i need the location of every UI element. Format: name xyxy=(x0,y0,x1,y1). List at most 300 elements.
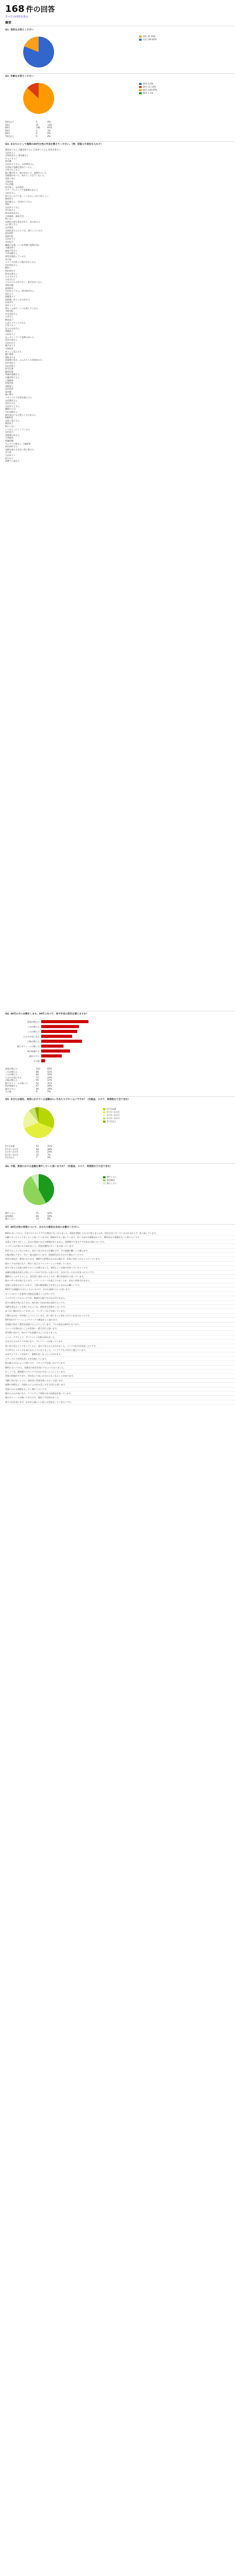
response-item: インナーケアとして、サプリメントを飲み始めました。 xyxy=(5,1335,235,1340)
response-item: 40代でも綺麗な人はたくさんいるので、自分も頑張りたいと思います。 xyxy=(5,1287,235,1292)
table-cell: 50% xyxy=(47,1073,52,1076)
bar xyxy=(41,1049,70,1053)
table-cell: 5千円未満 xyxy=(5,1145,15,1147)
response-item: ほっそりしていて姿勢の良い人 xyxy=(5,335,34,338)
response-item: 知り合いのママ友。いつもおしゃれで若々しい xyxy=(5,194,48,197)
response-item: 清潔感のある、ふんわりした雰囲気の人 xyxy=(5,359,42,362)
table-cell: 20代以下 xyxy=(5,121,14,123)
table-cell: 110 xyxy=(36,1067,40,1070)
bar-label: 白髪が増えた xyxy=(27,1040,40,1043)
response-item: ほうれい線が目立ってきました。マッサージなどを試しています。 xyxy=(5,1309,235,1313)
response-item: 髪のボリュームが減ってきたので、頭皮ケアを始めました。 xyxy=(5,1396,235,1400)
response-item: エステに行ってみたいですが、勧誘が心配でなかなか行けません。 xyxy=(5,1296,235,1300)
response-item: 美容にかける時間をもう少し増やしたいです。 xyxy=(5,1387,235,1392)
response-item: しわやたるみが少なく、肌がきれいな人 xyxy=(5,281,42,284)
response-item: 松嶋菜々子 xyxy=(5,295,15,298)
table-cell: 50代 xyxy=(5,129,10,132)
table-cell: 0% xyxy=(47,121,51,123)
response-item: 年齢に合ったメイクをしたいと思っていますが、情報が少なく困っています。若い人向けの情報ばかりで、40代向けの情報をもっと知りたいです。 xyxy=(5,1235,235,1240)
table-cell: 現状維持 xyxy=(5,1214,13,1217)
response-item: 井川遥さん xyxy=(5,209,15,212)
legend-swatch xyxy=(103,1182,106,1184)
divider xyxy=(5,141,235,142)
legend-label: 5千円未満 xyxy=(107,1108,116,1110)
divider xyxy=(5,1096,235,1097)
response-item: シミやしわが気になり始めました。美容皮膚科に行くべきか迷っています。 xyxy=(5,1244,235,1248)
table-cell: 71 xyxy=(36,1212,39,1214)
legend-item xyxy=(103,1120,119,1123)
question-title xyxy=(5,1226,232,1229)
response-item: 上品でナチュラルな人 xyxy=(5,321,26,324)
response-item: 吉瀬美智子さん xyxy=(5,376,20,379)
response-item: 工藤静香 xyxy=(5,379,13,382)
table-cell: 72 xyxy=(36,1076,39,1079)
legend-swatch xyxy=(103,1108,106,1110)
bar xyxy=(41,1055,62,1058)
legend-pct: 0% xyxy=(150,82,153,85)
response-item: 米倉涼子 xyxy=(5,301,13,304)
table-cell: 40% xyxy=(47,1084,52,1087)
response-item: 水野美紀 xyxy=(5,310,13,313)
q3-title: Q3. あなたにとって理想の40代女性の外見を教えてください。（例：芸能人や身近な人など） xyxy=(5,143,103,146)
response-item: 鈴木保奈美さん xyxy=(5,212,20,215)
legend-swatch xyxy=(139,39,142,41)
table-cell: 2万円〜3万円 xyxy=(5,1153,19,1156)
response-item: キョンキョン xyxy=(5,157,18,160)
response-item: 森口博子 xyxy=(5,393,13,396)
table-cell: その他 xyxy=(5,1090,11,1093)
response-item: 紺野まひる xyxy=(5,355,15,359)
table-cell: 髪のボリュームが減った xyxy=(5,1081,28,1084)
table-cell: 体重が増えた xyxy=(5,1067,18,1070)
legend-count: 1 xyxy=(148,92,149,94)
response-item: 年相応の落ち着きがあり、品のある人 xyxy=(5,220,40,223)
response-item: 小泉今日子さん xyxy=(5,168,20,172)
response-item: 日焼け止めは一年中使うようにしています。若い頃にもっと気をつけていればよかったです。 xyxy=(5,1314,235,1318)
response-item: 毛穴の開きが気になります。何か良い方法があれば知りたいです。 xyxy=(5,1301,235,1305)
legend-swatch xyxy=(103,1121,106,1123)
table-cell: 48 xyxy=(36,1087,39,1090)
legend-swatch xyxy=(103,1179,106,1181)
legend-item xyxy=(139,92,157,95)
legend-label: 減らしたい xyxy=(107,1182,117,1184)
response-item: 職場の先輩。いつも笑顔で姿勢が良い xyxy=(5,243,40,246)
response-item: 天海祐希さんのような、凛としている人 xyxy=(5,229,42,232)
response-item: 近所の奥さん xyxy=(5,338,18,342)
legend-label: 1万円〜2万円 xyxy=(107,1114,120,1116)
response-item: 中谷美紀さん xyxy=(5,312,18,315)
table-cell: 5千円〜1万円 xyxy=(5,1147,19,1150)
response-item: 清楚で上品な人 xyxy=(5,460,20,463)
legend-label: 20代 xyxy=(143,82,148,85)
response-item: 白髪が増えてきて、月に一度は染めています。美容院代がかさむので悩みどころです。 xyxy=(5,1253,235,1257)
q5-pie-chart xyxy=(21,1105,57,1141)
response-count: 168 xyxy=(5,4,25,14)
response-item: 君島十和子さん xyxy=(5,419,20,422)
legend-label: 30代 xyxy=(143,86,148,88)
table-cell: 白髪が増えた xyxy=(5,1079,18,1081)
response-item: 石田ゆり子 xyxy=(5,453,15,456)
table-cell: 146 xyxy=(36,126,40,129)
response-item: 睡眠をしっかりとること、食生活に気をつけることが一番の美容法だと思っています。 xyxy=(5,1275,235,1279)
q1-title: Q1. 性別をお答えください xyxy=(5,29,34,31)
table-cell: 増やしたい xyxy=(5,1212,15,1214)
bar-label: 髪のボリュームが減った xyxy=(17,1045,40,1048)
divider xyxy=(5,73,235,74)
response-item: 小泉今日子 xyxy=(5,278,15,281)
q4-title: Q4. 40代の方にお聞きします。30代と比べて、体や外見の変化を感じますか？ xyxy=(5,1013,89,1015)
response-item: 石田ゆり子さん xyxy=(5,404,20,408)
response-item: 黒木瞳さん、石田ゆり子さん xyxy=(5,200,32,203)
response-item: 鈴木京香 xyxy=(5,367,13,370)
bar xyxy=(41,1059,45,1062)
response-item: 清潔感があって、若作りしすぎていない人 xyxy=(5,174,44,177)
table-cell: 52 xyxy=(36,1145,39,1147)
legend-count: 32 xyxy=(147,35,150,38)
question-title xyxy=(5,1013,232,1016)
legend-item xyxy=(103,1182,117,1185)
legend-swatch xyxy=(103,1111,106,1113)
q7-title: Q7. 40代女性の美容について、あなたの意見を自由にお書きください。 xyxy=(5,1226,81,1229)
response-item: 若々しく見える人 xyxy=(5,350,22,353)
response-item: 山口智子さん xyxy=(5,223,18,226)
legend-swatch xyxy=(139,92,142,94)
response-item: 松たか子 xyxy=(5,456,13,460)
response-count-unit: 件の回答 xyxy=(26,6,55,14)
table-cell: 1 xyxy=(36,129,38,132)
legend-label: 男性 xyxy=(143,35,147,38)
response-item: 檀れい xyxy=(5,266,11,269)
bar-label: 体重が増えた xyxy=(27,1021,40,1023)
response-item: 高価な化粧品を使えば良いというわけではないと思うので、自分に合ったものを見つけたいです。 xyxy=(5,1270,235,1275)
response-item: ネットの口コミを参考に化粧品を選ぶことが多いです。 xyxy=(5,1292,235,1296)
legend-pct: 87% xyxy=(152,89,158,91)
table-cell: 31% xyxy=(47,1145,52,1147)
view-all-responses-link[interactable]: すべての回答を表示 xyxy=(5,15,28,19)
legend-label: 現状維持 xyxy=(107,1179,115,1181)
response-item: 天海祐希 xyxy=(5,347,13,350)
q6-pie-chart xyxy=(21,1172,57,1208)
table-cell: 7 xyxy=(36,1156,38,1159)
bar xyxy=(41,1040,82,1043)
legend-swatch xyxy=(139,89,142,91)
response-item: 菅野美穂 xyxy=(5,283,13,286)
q2-title: Q2. 年齢をお答えください xyxy=(5,75,34,78)
legend-swatch xyxy=(139,86,142,88)
table-cell: 88 xyxy=(36,1070,39,1073)
response-item: 年齢を重ねることを楽しめるような、前向きな美容をしたいです。 xyxy=(5,1305,235,1309)
table-cell: 31% xyxy=(47,1081,52,1084)
response-item: ナチュラルで自然な美しさを目指しています。 xyxy=(5,1357,235,1361)
response-item: 石田ゆり子 xyxy=(5,151,15,154)
response-item: 周りの目を気にせず、自分が心地よいと思える美容をしていきたいです。 xyxy=(5,1400,235,1404)
table-cell: 1万円〜2万円 xyxy=(5,1150,19,1153)
response-item: 40代になってから、化粧品の成分を気にするようになりました。 xyxy=(5,1366,235,1370)
response-item: 目元のたるみやクマが気になり、アイクリームを使っています。 xyxy=(5,1340,235,1344)
q1-legend xyxy=(139,35,157,41)
response-item: 安田成美 xyxy=(5,387,13,391)
response-item: 更年期に向けて、体のケアも意識するようになりました。 xyxy=(5,1331,235,1335)
question-title xyxy=(5,29,232,32)
q6-legend xyxy=(103,1176,117,1185)
response-item: 肌のくすみが気になり、明るく見えるファンデーションを探しています。 xyxy=(5,1262,235,1266)
table-cell: 38% xyxy=(47,1147,52,1150)
table-cell: 87% xyxy=(47,126,52,129)
response-item: 友人のお母さん xyxy=(5,327,20,330)
table-cell: 64 xyxy=(36,1147,39,1150)
bar xyxy=(41,1045,63,1048)
response-item: 職場の上司 xyxy=(5,408,15,411)
bar xyxy=(41,1035,72,1038)
response-item: 顔のたるみが気になり、リフトアップ効果のある化粧品を使っています。 xyxy=(5,1392,235,1396)
table-cell: 52 xyxy=(36,1081,39,1084)
table-cell: 0 xyxy=(36,134,38,138)
response-item: 宮沢りえ xyxy=(5,292,13,295)
table-cell: 疲れやすい xyxy=(5,1087,15,1090)
bar-label: その他 xyxy=(33,1060,40,1062)
response-item: 年齢を感じさせない肌と髪の人 xyxy=(5,448,34,451)
bar-label: 疲れやすい xyxy=(29,1055,40,1058)
response-item: 特になし xyxy=(5,217,13,221)
bar xyxy=(41,1020,89,1023)
response-item: 仕事と子育てで忙しく、自分の美容にかける時間がありません。短時間でできるケアがあれば知りたいです。 xyxy=(5,1240,235,1244)
response-item: 美容にお金をかけたいけれど、子供の教育費などを考えるとなかなか難しいです。 xyxy=(5,1283,235,1287)
response-item: 姿勢や表情など、内面からにじみ出る美しさも大切だと思います。 xyxy=(5,1383,235,1387)
response-item: キムタクの奥さん 工藤静香 xyxy=(5,442,31,445)
response-item: 篠原涼子 xyxy=(5,197,13,200)
legend-count: 146 xyxy=(148,89,152,91)
response-item: 西田ひかる xyxy=(5,402,15,405)
response-item: 君島十和子 xyxy=(5,177,15,180)
response-item: 伊東美咲 xyxy=(5,382,13,385)
response-item: 小林麻耶、森高千里 xyxy=(5,214,24,217)
response-item: ナチュラルで自然な感じの人 xyxy=(5,396,32,399)
legend-label: 2万円〜3万円 xyxy=(107,1117,120,1120)
table-cell: 65% xyxy=(47,1067,52,1070)
response-item: 美容の情報が多すぎて、何を信じて良いか分からなくなることがあります。 xyxy=(5,1374,235,1378)
response-item: 今井美樹さん xyxy=(5,252,18,255)
response-item: 瀬戸朝香 xyxy=(5,353,13,356)
response-item: 江角マキコ xyxy=(5,324,15,327)
response-item: ヨガやピラティスを始めて、姿勢が良くなったと言われます。 xyxy=(5,1352,235,1357)
table-row xyxy=(5,135,57,138)
table-row xyxy=(5,1214,57,1221)
response-item: 天海祐希さん 黒木瞳さん xyxy=(5,154,29,157)
table-cell: 43% xyxy=(47,1076,52,1079)
table-cell: たるみが気になる xyxy=(5,1076,22,1079)
tab-summary[interactable]: 概要 xyxy=(5,21,12,25)
q6-title: Q6. 今後、美容にかける金額を増やしたいと思いますか？（化粧品、エステ、美容院などの全て含む） xyxy=(5,1165,112,1168)
response-item: 観月ありさ xyxy=(5,344,15,347)
q5-legend xyxy=(103,1108,119,1123)
table-cell: 0 xyxy=(36,132,38,134)
response-item: 小林聡美 xyxy=(5,436,13,439)
legend-pct: 81% xyxy=(152,38,157,41)
legend-swatch xyxy=(103,1117,106,1120)
bar-label: 肌が乾燥する xyxy=(27,1050,40,1053)
legend-label: 5千円〜1万円 xyxy=(107,1111,120,1113)
response-item: 笑顔が素敵な人 xyxy=(5,373,20,376)
response-count-header xyxy=(5,4,55,14)
table-cell: 33 xyxy=(36,1150,39,1153)
table-cell: 4% xyxy=(47,1156,51,1159)
table-cell: 29% xyxy=(47,1087,52,1090)
response-item: 井川遥 xyxy=(5,258,11,261)
response-item: 吉瀬美智子 xyxy=(5,246,15,249)
table-cell: 8% xyxy=(47,1217,51,1220)
table-cell: 肌が乾燥する xyxy=(5,1084,18,1087)
table-cell: 40代 xyxy=(5,126,10,129)
q5-title: Q5. あなたは現在、美容にかけている金額は1ヶ月あたりどのくらいですか？（化粧品、エステ、美容院など全て含む） xyxy=(5,1098,130,1101)
response-item: 井川遥 xyxy=(5,451,11,454)
table-cell: 13 xyxy=(36,1217,39,1220)
response-item: 若作りはしたくないけれど、老けて見られるのも嫌なので、その加減が難しいと感じます。 xyxy=(5,1249,235,1253)
table-cell: 21 xyxy=(36,123,39,126)
response-item: 石田ゆり子さん、原田知世さん xyxy=(5,290,35,293)
response-item: 田中美佐子 xyxy=(5,361,15,364)
response-item: 周りの友人と美容の話をすることが増えました。皆同じような悩みを持っているようです。 xyxy=(5,1266,235,1270)
table-cell: 20% xyxy=(47,1150,52,1153)
response-item: 常盤貴子 xyxy=(5,330,13,333)
legend-swatch xyxy=(103,1176,106,1178)
response-item: ともさかりえ xyxy=(5,275,18,278)
divider xyxy=(5,1163,235,1164)
response-item: 深津絵里 xyxy=(5,286,13,290)
q3-response-list xyxy=(5,148,232,463)
response-item: 森高千里さん xyxy=(5,249,18,252)
response-item: 明るく元気で、いつも楽しそうな人 xyxy=(5,307,38,310)
table-cell: 3万円以上 xyxy=(5,1156,15,1159)
response-item: 原田知世さん xyxy=(5,445,18,448)
response-item: 若い頃と同じメイクをしていると、老けて見えると言われました。メイクの仕方を見直したいです。 xyxy=(5,1344,235,1348)
response-item: 木村佳乃 xyxy=(5,241,13,243)
response-item: 中山美穂 xyxy=(5,183,13,186)
table-cell: 57% xyxy=(47,1079,52,1081)
response-item: 石田ゆり子さん xyxy=(5,206,20,209)
table-cell: 60代 xyxy=(5,132,10,134)
legend-label: 50代 xyxy=(143,92,148,94)
response-item: 天海祐希 xyxy=(5,180,13,183)
q7-response-list xyxy=(5,1231,235,1404)
response-item: 内田有紀さん xyxy=(5,263,18,266)
legend-swatch xyxy=(139,83,142,85)
table-cell: 減らしたい xyxy=(5,1217,15,1220)
legend-swatch xyxy=(139,36,142,38)
table-cell: 95 xyxy=(36,1079,39,1081)
response-item: 永作博美 xyxy=(5,226,13,229)
question-title xyxy=(5,1098,232,1101)
response-item: 黒木瞳 xyxy=(5,390,11,393)
legend-label: 3万円以上 xyxy=(107,1120,116,1123)
table-cell: 0% xyxy=(47,134,51,138)
table-cell: 30代 xyxy=(5,123,10,126)
response-item: 40代になってから、今までのスキンケアでは物足りなくなりました。保湿を重視したものに変えましたが、何が自分に合っているのか分からず、色々試しています。 xyxy=(5,1231,235,1235)
response-item: 黒木瞳 xyxy=(5,160,11,163)
response-item: 木村佳乃 xyxy=(5,431,13,434)
response-item: 歳を重ねても可愛らしさのある人 xyxy=(5,413,36,416)
q5-summary-table xyxy=(5,1145,57,1159)
response-item: 原田知世 xyxy=(5,232,13,235)
q4-summary-table xyxy=(5,1067,57,1093)
bar xyxy=(41,1030,77,1033)
legend-pct: 1% xyxy=(150,92,153,94)
legend-count: 21 xyxy=(148,86,151,88)
question-title xyxy=(5,143,232,146)
response-item: 体型を維持している人 xyxy=(5,255,26,258)
bar-label: しわが増えた xyxy=(27,1025,40,1028)
legend-label: 40代 xyxy=(143,89,148,91)
response-item: 吉田羊さん xyxy=(5,191,15,194)
q2-pie-chart xyxy=(21,80,57,116)
response-item: 体型の変化が一番気になります。運動する時間もなかなか取れず、食事に気をつけるようにしています。 xyxy=(5,1257,235,1261)
table-cell: 50% xyxy=(47,1214,52,1217)
response-item: 鈴木京香さん xyxy=(5,272,18,275)
response-item: 飯島直子 xyxy=(5,318,13,321)
response-item: ナチュラルメイクで清潔感のある人 xyxy=(5,189,38,192)
table-cell: 12 xyxy=(36,1153,39,1156)
table-cell: 1% xyxy=(47,129,51,132)
response-item: 手の甲のシミやしわも気になるようになりました。ハンドケアも大切だと感じています。 xyxy=(5,1348,235,1352)
table-cell: 9 xyxy=(36,1090,38,1093)
legend-item xyxy=(139,38,157,41)
table-cell: 13% xyxy=(47,123,52,126)
table-cell: 84 xyxy=(36,1073,39,1076)
legend-count: 136 xyxy=(147,38,151,41)
response-item: 永作博美さん xyxy=(5,399,18,402)
response-item: 藤原紀香 xyxy=(5,370,13,373)
response-item: 清潔感のある人 xyxy=(5,433,20,436)
q1-pie-chart xyxy=(21,34,57,70)
table-cell: 70代以上 xyxy=(5,134,14,138)
response-item: 黒田知永子 xyxy=(5,269,15,272)
q2-summary-table xyxy=(5,121,57,138)
response-item: 真木よう子 xyxy=(5,304,15,307)
response-item: 忙しくても、最低限のスキンケアは欠かさないようにしています。 xyxy=(5,1370,235,1374)
response-item: 髪のパサつきが気になります。トリートメントを変えてみましたが、あまり改善されません。 xyxy=(5,1279,235,1283)
legend-count: 0 xyxy=(148,82,149,85)
response-item: 髪に艶があり、肌がきれいで、姿勢がよい人 xyxy=(5,171,46,174)
legend-label: 女性 xyxy=(143,38,147,41)
table-cell: 0 xyxy=(36,121,38,123)
response-item: YOU xyxy=(5,203,10,206)
response-item: 肌の調子が日によって違うので、スキンケアを使い分けています。 xyxy=(5,1361,235,1365)
q4-bar-chart xyxy=(5,1018,118,1064)
table-cell: 52% xyxy=(47,1070,52,1073)
q6-summary-table xyxy=(5,1212,57,1221)
table-cell: 67 xyxy=(36,1084,39,1087)
question-title xyxy=(5,1165,232,1168)
response-item: 40代向けのファッションやメイクの雑誌をよく読みます。 xyxy=(5,1318,235,1322)
bar-label: しみが増えた xyxy=(27,1030,40,1033)
response-item: 自然体で年齢を重ねている人 xyxy=(5,165,32,168)
bar-label: たるみが気になる xyxy=(23,1035,40,1038)
response-item: 石田ゆり子 xyxy=(5,333,15,335)
table-cell: 0% xyxy=(47,132,51,134)
response-item: 清潔感、若々しさのある人 xyxy=(5,298,30,301)
response-item: スタイルが良くて髪がきれいな人 xyxy=(5,261,36,264)
response-item: 小雪さん xyxy=(5,315,13,318)
response-item: いつもにこにこしている人 xyxy=(5,428,30,431)
table-cell: 5% xyxy=(47,1090,51,1093)
legend-swatch xyxy=(103,1114,106,1116)
table-cell: 84 xyxy=(36,1214,39,1217)
q2-legend xyxy=(139,82,157,95)
divider xyxy=(5,1224,235,1225)
response-item: 美容院で似合う髪型を相談するようにしています。プロの意見は参考になります。 xyxy=(5,1323,235,1327)
response-item: ストレスを溜めないことが美容に一番大切だと思います。 xyxy=(5,1327,235,1331)
legend-pct: 19% xyxy=(150,35,156,38)
bar xyxy=(41,1025,79,1028)
